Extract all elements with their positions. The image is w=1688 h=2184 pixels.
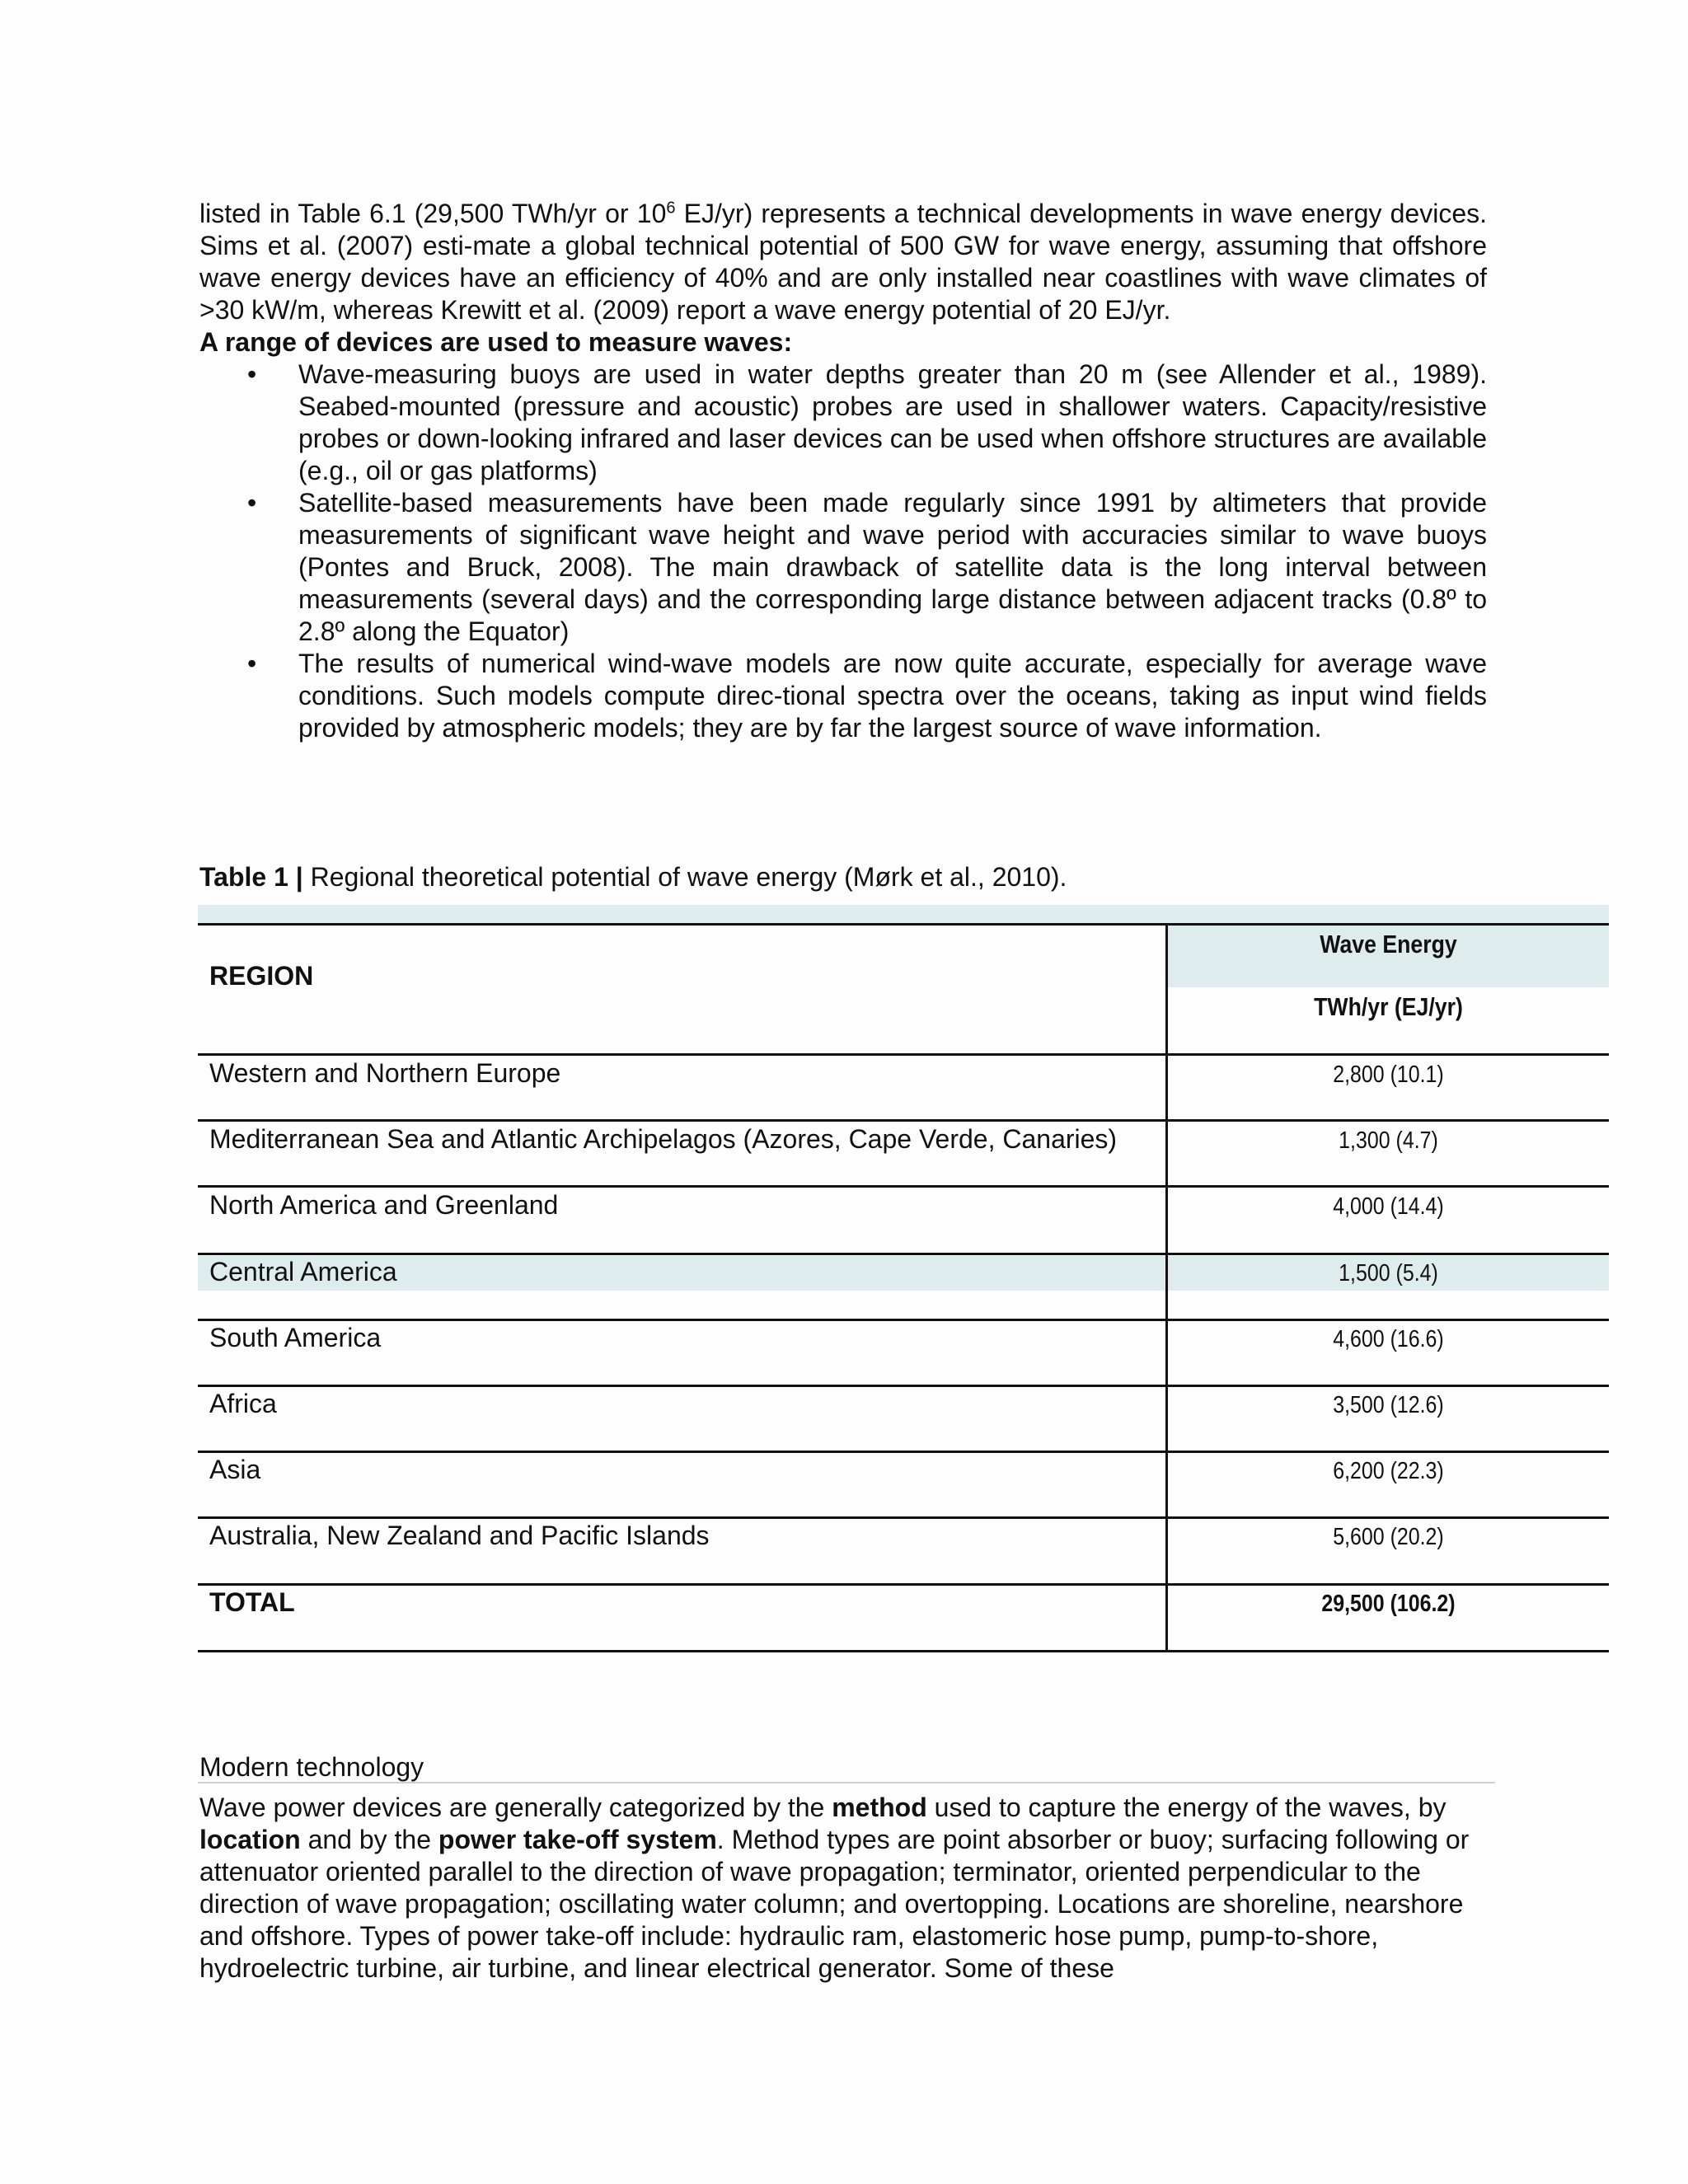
table-rule — [198, 1650, 1609, 1652]
total-value: 29,500 (106.2) — [1321, 1591, 1456, 1617]
table-row-value: 6,200 (22.3) — [1333, 1458, 1444, 1484]
table-row-value: 4,000 (14.4) — [1333, 1193, 1444, 1220]
header-band-top — [198, 905, 1609, 923]
table-row-region: Western and Northern Europe — [209, 1058, 561, 1088]
table-row-value: 4,600 (16.6) — [1333, 1326, 1444, 1352]
table-caption-label: Table 1 — [199, 862, 288, 892]
table-row-region: Africa — [209, 1389, 277, 1418]
bullet-icon: • — [247, 488, 257, 518]
table-row-value: 3,500 (12.6) — [1333, 1392, 1444, 1418]
table-row-region: South America — [209, 1323, 382, 1352]
table-rule — [198, 1119, 1609, 1122]
table-row-value: 5,600 (20.2) — [1333, 1524, 1444, 1550]
total-label: TOTAL — [209, 1587, 295, 1617]
table-row-region: Central America — [209, 1257, 397, 1286]
intro-superscript: 6 — [666, 199, 676, 218]
bullet-icon: • — [247, 649, 257, 678]
bullet-item: • The results of numerical wind-wave models are now quite accurate, especially for average wave conditions. Such models compute direc-tional spectra over the oceans, taking as input wind fields provided by atmospheric models; they are by far the largest source of wave information. — [247, 649, 1487, 743]
term-location: location — [199, 1825, 301, 1854]
bullet-item: • Wave-measuring buoys are used in water depths greater than 20 m (see Allender et al., 1989). Seabed-mounted (pressure and acoustic) probes are used in shallower waters. Capacity/resistive probes or down-looking infrared and laser devices can be used when offshore structures are available (e.g., oil or gas platforms) — [247, 359, 1487, 485]
column-divider — [1165, 923, 1168, 1652]
section-divider — [198, 1782, 1495, 1783]
intro-section — [199, 198, 1487, 744]
header-region: REGION — [209, 961, 314, 991]
table-row-value: 1,300 (4.7) — [1339, 1127, 1438, 1154]
header-units: TWh/yr (EJ/yr) — [1314, 992, 1463, 1021]
table-caption — [199, 860, 1067, 893]
table-rule — [198, 1385, 1609, 1387]
section-title: Modern technology — [199, 1752, 424, 1782]
header-wave-energy: Wave Energy — [1320, 930, 1457, 958]
intro-paragraph — [199, 198, 1487, 326]
table-rule — [198, 1583, 1609, 1586]
bullet-icon: • — [247, 359, 257, 389]
table-rule — [198, 1253, 1609, 1255]
table-rule — [198, 1451, 1609, 1453]
term-power-take-off: power take-off system — [438, 1825, 717, 1854]
table-caption-text: Regional theoretical potential of wave energy (Mørk et al., 2010). — [310, 862, 1067, 892]
measurement-bullet-list — [199, 359, 1487, 744]
table-rule — [198, 923, 1609, 926]
measure-waves-heading: A range of devices are used to measure waves: — [199, 327, 793, 357]
table-row-region: Mediterranean Sea and Atlantic Archipelagos (Azores, Cape Verde, Canaries) — [209, 1124, 1118, 1154]
table-caption-separator: | — [288, 862, 311, 892]
table-row-region: Australia, New Zealand and Pacific Islands — [209, 1521, 710, 1550]
table-rule — [198, 1319, 1609, 1321]
modern-technology-paragraph: Wave power devices are generally categorized by the method used to capture the energy of the waves, by location and by the power take-off system. Method types are point absorber or buoy; surfacing following or attenuator oriented parallel to the direction of wave propagation; terminator, oriented perpendicular to the direction of wave propagation; oscillating water column; and overtopping. Locations are shoreline, nearshore and offshore. Types of power take-off include: hydraulic ram, elastomeric hose pump, pump-to-shore, hydroelectric turbine, air turbine, and linear electrical generator. Some of these — [199, 1793, 1470, 1983]
table-row-region: North America and Greenland — [209, 1190, 559, 1220]
table-row-value: 2,800 (10.1) — [1333, 1062, 1444, 1088]
intro-text-a: listed in Table 6.1 (29,500 TWh/yr or 10 — [199, 199, 667, 228]
table-rule — [198, 1185, 1609, 1188]
bullet-item: • Satellite-based measurements have been made regularly since 1991 by altimeters that provide measurements of significant wave height and wave period with accuracies similar to wave buoys (Pontes and Bruck, 2008). The main drawback of satellite data is the long interval between measurements (several days) and the corresponding large distance between adjacent tracks (0.8º to 2.8º along the Equator) — [247, 488, 1487, 646]
table-row-region: Asia — [209, 1455, 261, 1484]
intro-text-b: EJ/yr) represents a technical developments in wave energy devices. Sims et al. (2007) esti-mate a global technical potential of 500 GW for wave energy, assuming that offshore wave energy devices have an efficiency of 40% and are only installed near coastlines with wave climates of >30 kW/m, whereas Krewitt et al. (2009) report a wave energy potential of 20 EJ/yr. — [199, 199, 1488, 325]
term-method: method — [832, 1793, 927, 1822]
table-rule — [198, 1053, 1609, 1056]
table-row-value: 1,500 (5.4) — [1339, 1260, 1438, 1286]
